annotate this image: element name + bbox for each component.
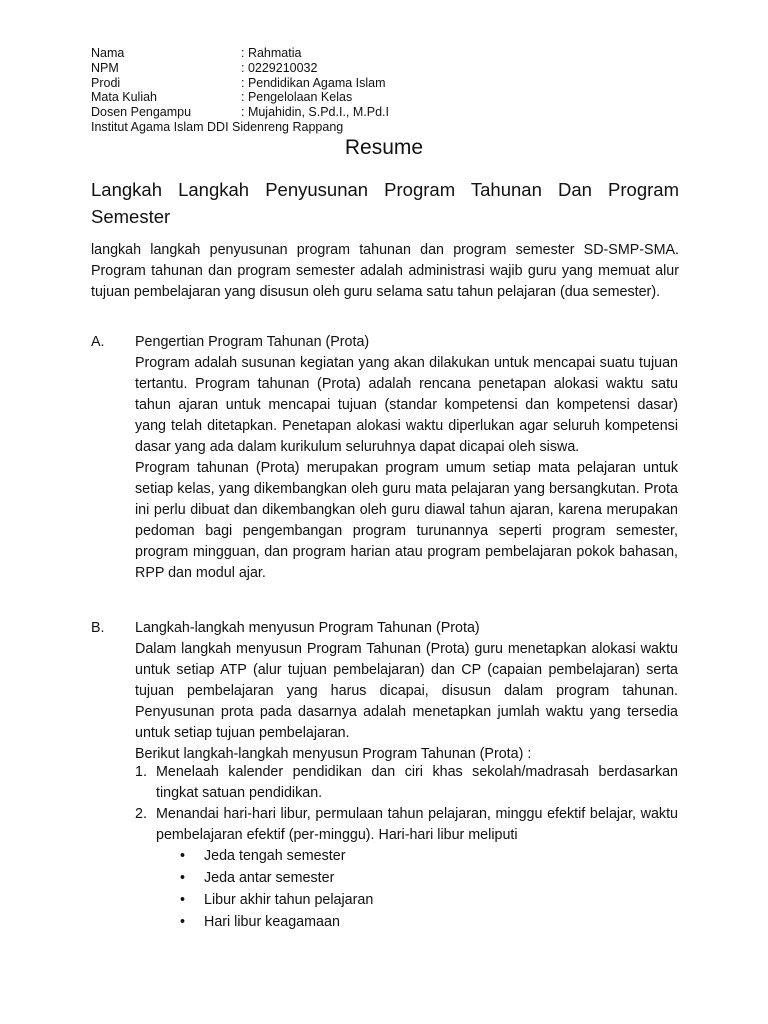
list-number: 1.	[135, 764, 147, 780]
section-b-body	[135, 639, 678, 765]
holiday-bullet-list	[180, 845, 373, 933]
list-item	[180, 889, 373, 911]
info-value: : Pengelolaan Kelas	[241, 90, 353, 105]
list-item	[135, 804, 678, 846]
section-a-heading	[91, 332, 369, 353]
info-label: Prodi	[91, 75, 121, 90]
section-a-paragraph-1: Program adalah susunan kegiatan yang akan dilakukan untuk mencapai suatu tujuan tertantu. Program tahunan (Prota) adalah rencana penetapan alokasi waktu satu tahun ajaran untuk mencapai tujuan (standar kompetensi dan kompetensi dasar) yang telah ditetapkan. Penetapan alokasi waktu diperlukan agar seluruh kompetensi dasar yang ada dalam kurikulum seluruhnya dapat dicapai oleh siswa.	[135, 355, 678, 455]
info-row-course	[91, 90, 389, 105]
section-b-paragraph-2: Berikut langkah-langkah menyusun Program Tahunan (Prota) :	[135, 746, 532, 762]
list-item-text: Jeda antar semester	[204, 870, 335, 886]
section-b-paragraph-1: Dalam langkah menyusun Program Tahunan (Prota) guru menetapkan alokasi waktu untuk setiap ATP (alur tujuan pembelajaran) dan CP (capaian pembelajaran) serta tujuan pembelajaran yang harus dicapai, disusun dalam program tahunan. Penyusunan prota pada dasarnya adalah menetapkan jumlah waktu yang tersedia untuk setiap tujuan pembelajaran.	[135, 641, 678, 741]
bullet-icon: •	[180, 892, 186, 908]
bullet-icon: •	[180, 914, 186, 930]
info-label: Dosen Pengampu	[91, 105, 192, 120]
info-row-npm	[91, 61, 389, 76]
info-value: : Pendidikan Agama Islam	[241, 75, 386, 90]
main-title: Langkah Langkah Penyusunan Program Tahunan Dan Program Semester	[91, 179, 679, 227]
intro-paragraph: langkah langkah penyusunan program tahunan dan program semester SD-SMP-SMA. Program tahunan dan program semester adalah administrasi wajib guru yang memuat alur tujuan pembelajaran yang disusun oleh guru selama satu tahun pelajaran (dua semester).	[91, 242, 679, 300]
section-letter: B.	[91, 620, 105, 636]
list-item-text: Jeda tengah semester	[204, 848, 346, 864]
section-a-paragraph-2: Program tahunan (Prota) merupakan program umum setiap mata pelajaran untuk setiap kelas, yang dikembangkan oleh guru mata pelajaran yang bersangkutan. Prota ini perlu dibuat dan dikembangkan oleh guru diawal tahun ajaran, karena merupakan pedoman bagi pengembangan program turunannya seperti program semester, program mingguan, dan program harian atau program pembelajaran pokok bahasan, RPP dan modul ajar.	[135, 460, 678, 581]
info-value: : Mujahidin, S.Pd.I., M.Pd.I	[241, 105, 389, 120]
bullet-icon: •	[180, 870, 186, 886]
resume-title: Resume	[344, 136, 424, 159]
section-b-heading	[91, 618, 480, 639]
info-row-prodi	[91, 76, 389, 91]
institution-name: Institut Agama Islam DDI Sidenreng Rappang	[91, 119, 344, 134]
list-item	[180, 911, 373, 933]
section-heading-text: Pengertian Program Tahunan (Prota)	[135, 334, 370, 350]
section-a-body	[135, 353, 678, 584]
section-letter: A.	[91, 334, 105, 350]
info-row-lecturer	[91, 105, 389, 120]
list-number: 2.	[135, 806, 147, 822]
list-item-text: Menelaah kalender pendidikan dan ciri khas sekolah/madrasah berdasarkan tingkat satuan pendidikan.	[156, 764, 678, 801]
info-value: : 0229210032	[241, 60, 318, 75]
list-item-text: Libur akhir tahun pelajaran	[204, 892, 374, 908]
info-row-name	[91, 46, 389, 61]
info-label: NPM	[91, 60, 119, 75]
info-label: Mata Kuliah	[91, 90, 158, 105]
list-item	[180, 845, 373, 867]
info-label: Nama	[91, 46, 125, 60]
section-heading-text: Langkah-langkah menyusun Program Tahunan (Prota)	[135, 620, 480, 636]
bullet-icon: •	[180, 848, 186, 864]
info-value: : Rahmatia	[241, 46, 302, 60]
list-item	[135, 762, 678, 804]
list-item-text: Menandai hari-hari libur, permulaan tahun pelajaran, minggu efektif belajar, waktu pembelajaran efektif (per-minggu). Hari-hari libur meliputi	[156, 806, 678, 843]
list-item	[180, 867, 373, 889]
student-info	[91, 46, 389, 135]
list-item-text: Hari libur keagamaan	[204, 914, 340, 930]
